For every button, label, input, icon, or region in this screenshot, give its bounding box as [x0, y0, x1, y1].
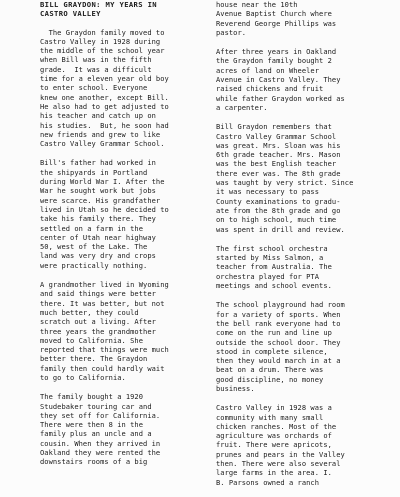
- left-column: [40, 0, 210, 477]
- paragraph: A grandmother lived in Wyoming and said things were better there. It was better, but not much better, they could scratch out a living. After three years the grandmother moved to California. She reported that things were much better there. The Graydon family then could hardly wait to go to California.: [40, 280, 169, 382]
- paragraph: house near the 10th Avenue Baptist Church where Reverend George Phillips was pastor.: [216, 0, 337, 37]
- paragraph: Bill's father had worked in the shipyards in Portland during World War I. After the War he sought work but jobs were scarce. His grandfather lived in Utah so he decided to take his family there. They settled on a farm in the center of Utah near highway 50, west of the Lake. The land was very dry and crops were practically nothing.: [40, 158, 169, 270]
- paragraph: The family bought a 1920 Studebaker touring car and they set off for California. There were then 8 in the family plus an uncle and a cousin. When they arrived in Oakland they were rented the downstairs rooms of a big: [40, 392, 161, 467]
- paragraph: The Graydon family moved to Castro Valley in 1928 during the middle of the school year when Bill was in the fifth grade. It was a difficult time for a eleven year old boy to enter school. Everyone knew one another, except Bill. He also had to get adjusted to his teacher and catch up on his studies. But, he soon had new friends and grew to like Castro Valley Grammar School.: [40, 27, 169, 149]
- paragraph: The first school orchestra started by Miss Salmon, a teacher from Australia. The orchestra played for PTA meetings and school events.: [216, 243, 332, 291]
- paragraph: After three years in Oakland the Graydon family bought 2 acres of land on Wheeler Avenue in Castro Valley. They raised chickens and fruit while father Graydon worked as a carpenter.: [216, 47, 345, 112]
- right-column: [216, 0, 386, 497]
- paragraph: The school playground had room for a variety of sports. When the bell rank everyone had to come on the run and line up outside the school door. They stood in complete silence, then they would march in at a beat on a drum. There was good discipline, no money business.: [216, 300, 345, 393]
- article-title: BILL GRAYDON: MY YEARS IN CASTRO VALLEY: [40, 0, 157, 19]
- paragraph: Castro Valley in 1928 was a community with many small chicken ranches. Most of the agriculture was orchards of fruit. There were apricots, prunes and pears in the Valley then. There were also several large farms in the area. I. B. Parsons owned a ranch: [216, 403, 345, 487]
- paragraph: Bill Graydon remembers that Castro Valley Grammar School was great. Mrs. Sloan was his 6th grade teacher. Mrs. Mason was the best English teacher there ever was. The 8th grade was taught by very strict. Since it was necessary to pass County examinations to gradu- ate from the 8th grade and go on to high school, much time was spent in drill and review.: [216, 122, 354, 234]
